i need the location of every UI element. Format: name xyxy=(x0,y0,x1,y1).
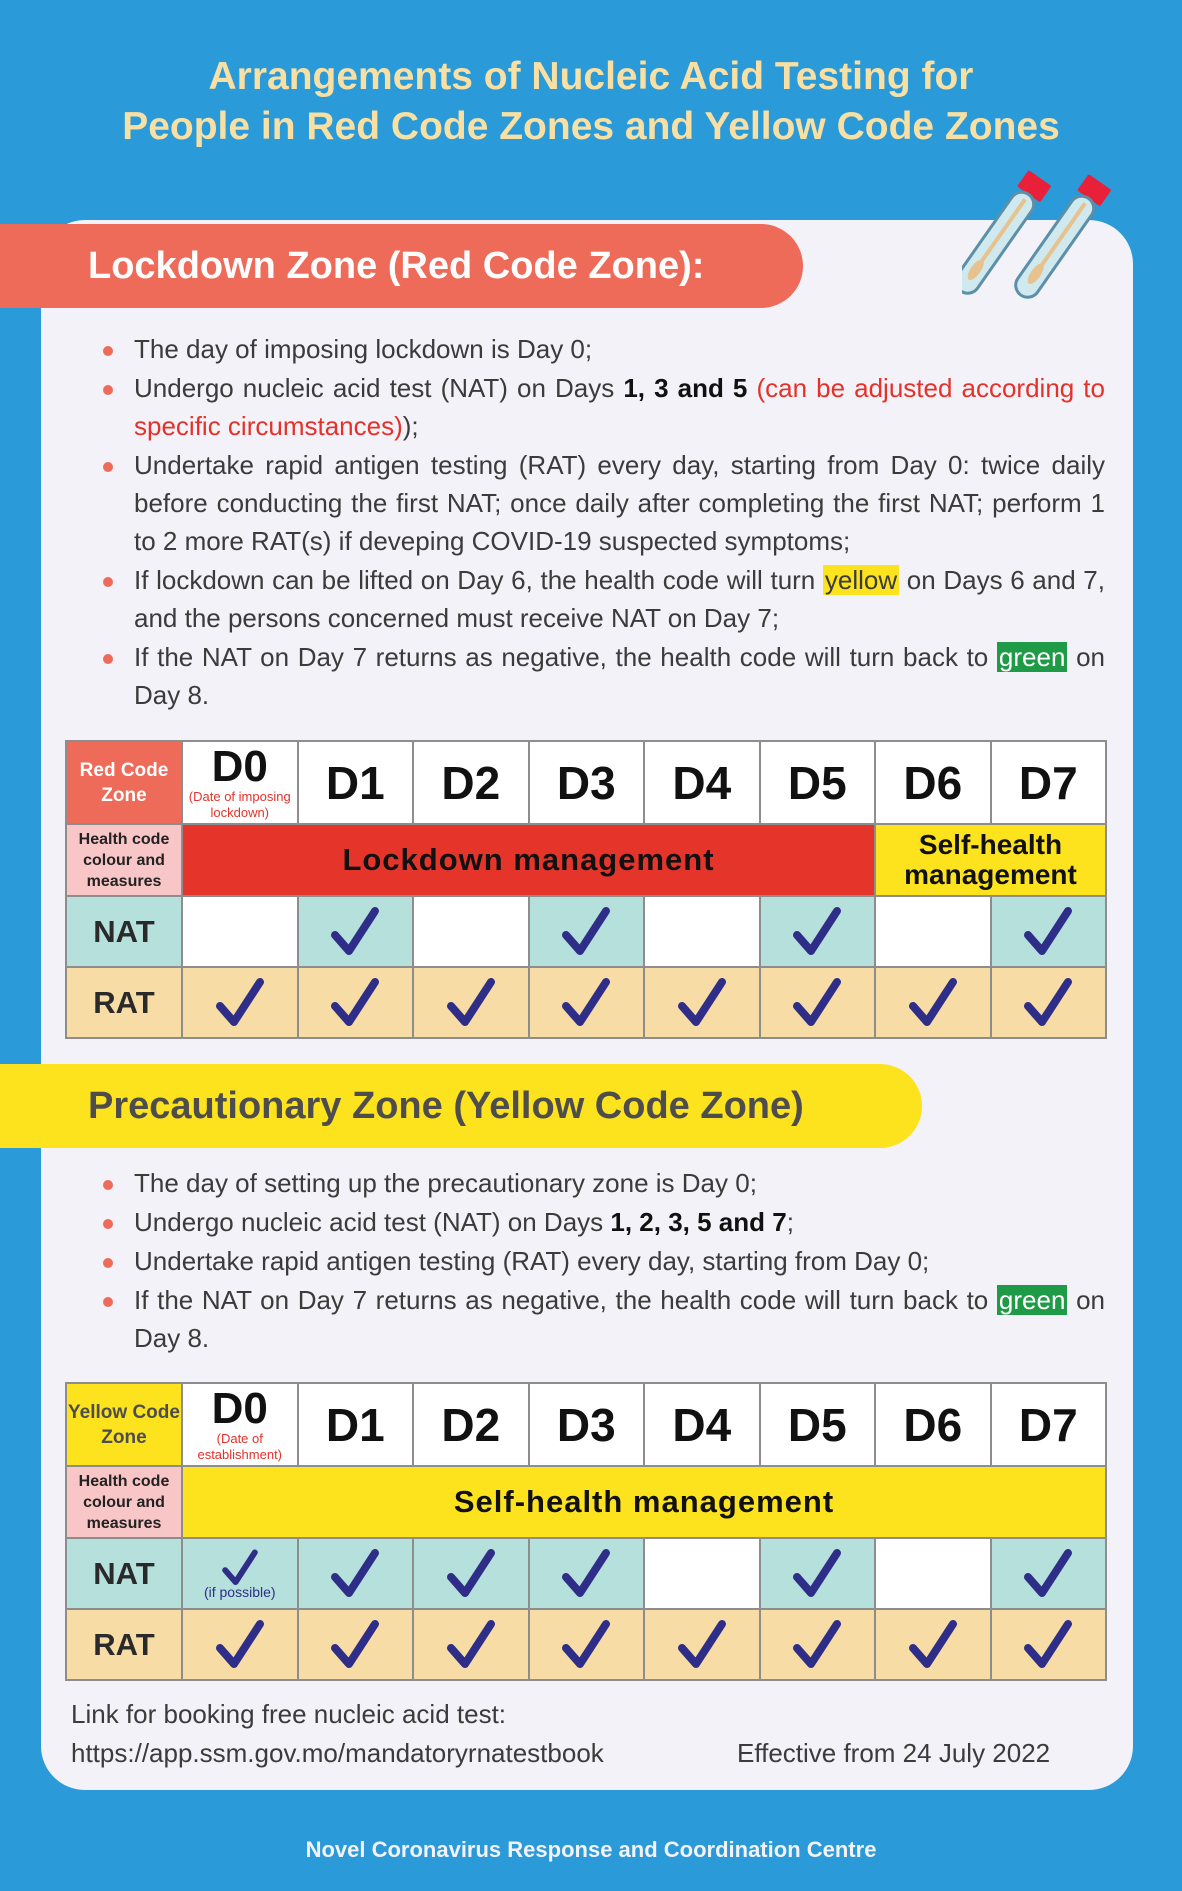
rat-cell xyxy=(182,967,298,1038)
self-health-management-bar: Self-health management xyxy=(875,824,1106,896)
health-code-label: Health code colour and measures xyxy=(66,824,182,896)
green-highlight: green xyxy=(998,1285,1066,1315)
nat-cell xyxy=(413,896,529,967)
yellow-zone-bullets xyxy=(103,1164,1105,1358)
check-icon xyxy=(445,1547,497,1601)
red-zone-schedule-table xyxy=(65,740,1107,1039)
booking-link[interactable]: https://app.ssm.gov.mo/mandatoryrnatestbook xyxy=(71,1738,604,1768)
check-icon xyxy=(907,976,959,1030)
nat-label: NAT xyxy=(66,1538,182,1609)
check-icon xyxy=(445,1618,497,1672)
table-row xyxy=(66,741,1106,824)
title-line-2: People in Red Code Zones and Yellow Code Zones xyxy=(122,105,1060,148)
health-code-label: Health code colour and measures xyxy=(66,1466,182,1538)
rat-cell xyxy=(875,967,991,1038)
list-item: The day of setting up the precautionary zone is Day 0; xyxy=(103,1164,1105,1202)
nat-cell xyxy=(875,896,991,967)
table-row xyxy=(66,1383,1106,1466)
yellow-zone-heading: Precautionary Zone (Yellow Code Zone) xyxy=(0,1064,922,1148)
list-item: Undertake rapid antigen testing (RAT) every day, starting from Day 0; xyxy=(103,1242,1105,1280)
red-zone-bullets xyxy=(103,330,1105,715)
check-icon xyxy=(214,976,266,1030)
rat-cell xyxy=(644,967,760,1038)
day-header: D6 xyxy=(875,741,991,824)
lockdown-management-bar: Lockdown management xyxy=(182,824,875,896)
nat-cell xyxy=(760,896,876,967)
rat-cell xyxy=(529,967,645,1038)
day-0-header: D0 (Date of establishment) xyxy=(182,1383,298,1466)
day-header: D6 xyxy=(875,1383,991,1466)
nat-cell xyxy=(182,896,298,967)
rat-label: RAT xyxy=(66,967,182,1038)
nat-cell xyxy=(991,896,1107,967)
check-icon xyxy=(676,976,728,1030)
zone-label: Yellow Code Zone xyxy=(66,1383,182,1466)
rat-cell xyxy=(298,1609,414,1680)
list-item: If lockdown can be lifted on Day 6, the health code will turn yellow on Days 6 and 7, and the persons concerned must receive NAT on Day 7; xyxy=(103,561,1105,637)
rat-cell xyxy=(644,1609,760,1680)
day-0-header: D0 (Date of imposing lockdown) xyxy=(182,741,298,824)
nat-row xyxy=(66,1538,1106,1609)
rat-cell xyxy=(991,967,1107,1038)
rat-cell xyxy=(760,967,876,1038)
if-possible-note: (if possible) xyxy=(203,1583,276,1600)
day-header: D4 xyxy=(644,1383,760,1466)
check-icon xyxy=(329,905,381,959)
list-item: Undergo nucleic acid test (NAT) on Days 1, 2, 3, 5 and 7; xyxy=(103,1203,1105,1241)
rat-cell xyxy=(875,1609,991,1680)
zone-label: Red Code Zone xyxy=(66,741,182,824)
day-header: D2 xyxy=(413,741,529,824)
day-header: D1 xyxy=(298,741,414,824)
check-icon xyxy=(560,1547,612,1601)
organization-name: Novel Coronavirus Response and Coordination Centre xyxy=(305,1837,877,1862)
check-icon xyxy=(1022,1618,1074,1672)
list-item: Undergo nucleic acid test (NAT) on Days 1, 3 and 5 (can be adjusted according to specific circumstances)); xyxy=(103,369,1105,445)
page-title xyxy=(0,52,1182,152)
day-header: D3 xyxy=(529,741,645,824)
check-icon xyxy=(329,1547,381,1601)
check-icon xyxy=(329,976,381,1030)
test-tube-icon xyxy=(962,170,1132,320)
rat-row xyxy=(66,1609,1106,1680)
check-icon xyxy=(560,976,612,1030)
list-item: Undertake rapid antigen testing (RAT) every day, starting from Day 0: twice daily before conducting the first NAT; once daily after completing the first NAT; perform 1 to 2 more RAT(s) if deveping COVID-19 suspected symptoms; xyxy=(103,446,1105,560)
rat-cell xyxy=(298,967,414,1038)
check-icon xyxy=(1022,905,1074,959)
day-header: D5 xyxy=(760,1383,876,1466)
nat-cell xyxy=(991,1538,1107,1609)
check-icon xyxy=(445,976,497,1030)
title-line-1: Arrangements of Nucleic Acid Testing for xyxy=(208,55,974,98)
list-item: If the NAT on Day 7 returns as negative, the health code will turn back to green on Day 8. xyxy=(103,1281,1105,1357)
day-header: D7 xyxy=(991,741,1107,824)
nat-cell xyxy=(875,1538,991,1609)
day-header: D1 xyxy=(298,1383,414,1466)
nat-row xyxy=(66,896,1106,967)
nat-cell xyxy=(298,1538,414,1609)
nat-cell xyxy=(413,1538,529,1609)
table-row xyxy=(66,824,1106,896)
effective-date: Effective from 24 July 2022 xyxy=(737,1738,1051,1768)
day-header: D7 xyxy=(991,1383,1107,1466)
check-icon xyxy=(560,1618,612,1672)
check-icon xyxy=(560,905,612,959)
rat-cell xyxy=(182,1609,298,1680)
nat-label: NAT xyxy=(66,896,182,967)
rat-label: RAT xyxy=(66,1609,182,1680)
rat-cell xyxy=(413,1609,529,1680)
check-icon xyxy=(791,976,843,1030)
check-icon xyxy=(329,1618,381,1672)
red-zone-heading: Lockdown Zone (Red Code Zone): xyxy=(0,224,803,308)
green-highlight: green xyxy=(998,642,1066,672)
nat-cell xyxy=(644,1538,760,1609)
list-item: If the NAT on Day 7 returns as negative, the health code will turn back to green on Day 8. xyxy=(103,638,1105,714)
day-header: D4 xyxy=(644,741,760,824)
rat-row xyxy=(66,967,1106,1038)
table-row xyxy=(66,1466,1106,1538)
rat-cell xyxy=(991,1609,1107,1680)
yellow-highlight: yellow xyxy=(824,565,898,595)
rat-cell xyxy=(760,1609,876,1680)
nat-cell xyxy=(529,1538,645,1609)
check-icon xyxy=(1022,1547,1074,1601)
nat-cell xyxy=(182,1538,298,1609)
check-icon xyxy=(791,1618,843,1672)
nat-cell xyxy=(644,896,760,967)
self-health-management-bar: Self-health management xyxy=(182,1466,1106,1538)
nat-cell xyxy=(529,896,645,967)
check-icon xyxy=(791,1547,843,1601)
rat-cell xyxy=(529,1609,645,1680)
list-item: The day of imposing lockdown is Day 0; xyxy=(103,330,1105,368)
check-icon xyxy=(214,1618,266,1672)
check-icon xyxy=(217,1548,263,1588)
day-header: D3 xyxy=(529,1383,645,1466)
day-header: D5 xyxy=(760,741,876,824)
check-icon xyxy=(1022,976,1074,1030)
check-icon xyxy=(676,1618,728,1672)
booking-link-label: Link for booking free nucleic acid test: xyxy=(71,1699,507,1729)
nat-cell xyxy=(298,896,414,967)
check-icon xyxy=(791,905,843,959)
day-header: D2 xyxy=(413,1383,529,1466)
check-icon xyxy=(907,1618,959,1672)
nat-cell xyxy=(760,1538,876,1609)
rat-cell xyxy=(413,967,529,1038)
yellow-zone-schedule-table xyxy=(65,1382,1107,1681)
